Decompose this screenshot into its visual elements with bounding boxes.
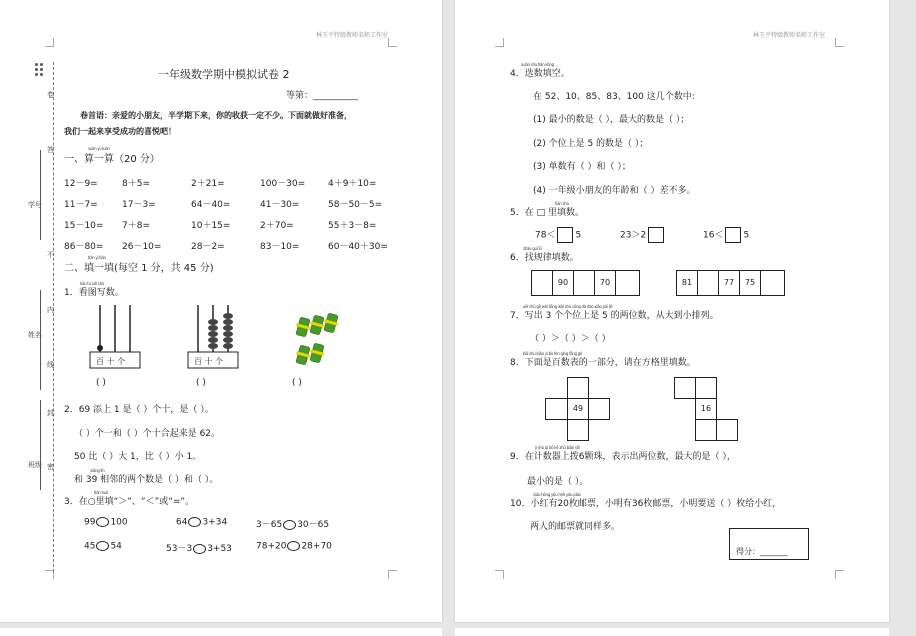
pinyin: bǎi shù biǎo yí bù fen qǐng fāng gé	[523, 351, 583, 356]
preface-line: 我们一起来享受成功的喜悦吧！	[64, 127, 176, 136]
side-label: 答	[47, 146, 54, 154]
question-text: 5．在 □ 里填数。	[510, 208, 584, 218]
grid-cell[interactable]	[567, 419, 589, 441]
crop-mark	[388, 38, 397, 47]
answer-blank[interactable]: （ ）＞（ ）＞（ ）	[530, 334, 611, 344]
pinyin: xuǎn shù tián kòng	[521, 62, 554, 67]
question-text: (4) 一年级小朋友的年龄和（ ）差不多。	[533, 186, 696, 196]
compare-item: 53－3 3+53	[166, 544, 232, 554]
pinyin: zhǎo guī lǜ	[523, 246, 542, 251]
pinyin: tián yi tián	[88, 255, 106, 260]
compare-circle[interactable]	[287, 541, 300, 551]
pinyin: tián shù	[555, 201, 569, 206]
fill-item: 78＜ 5	[535, 227, 581, 243]
compare-item: 99 100	[84, 517, 128, 528]
pinyin: tián huò	[94, 490, 109, 495]
calc-item: 11－7=	[64, 200, 98, 210]
abacus-label: 百 十 个	[194, 357, 224, 366]
question-text: 7．写出 3 个个位上是 5 的两位数，从大到小排列。	[510, 311, 719, 321]
side-label: 密	[47, 463, 54, 471]
abacus-label: 百 十 个	[96, 357, 126, 366]
side-label: 班级	[28, 461, 42, 469]
page-1	[0, 0, 442, 622]
fill-item: 16＜ 5	[703, 227, 749, 243]
calc-item: 64－40=	[191, 200, 231, 210]
calc-item: 83－10=	[260, 242, 300, 252]
section-heading: 一、算一算（20 分）	[64, 154, 160, 165]
question-text: 6．找规律填数。	[510, 253, 579, 263]
page-title: 一年级数学期中模拟试卷 2	[158, 68, 290, 81]
fill-square[interactable]	[557, 227, 573, 243]
seq-cell[interactable]: 70	[594, 270, 616, 296]
answer-blank[interactable]: ( )	[96, 378, 106, 388]
calc-item: 26－10=	[122, 242, 162, 252]
calc-item: 10＋15=	[191, 221, 231, 231]
compare-item: 64 3+34	[176, 517, 228, 528]
seq-cell[interactable]	[697, 270, 719, 296]
calc-item: 60－40＋30=	[328, 242, 388, 252]
question-text: (2) 个位上是 5 的数是（ ）；	[533, 139, 649, 149]
compare-circle[interactable]	[193, 544, 206, 554]
question-text: 9．在计数器上拨6颗珠，表示出两位数，最大的是（ ），	[510, 452, 736, 462]
page-header: 林玉平特级教师名师工作室	[316, 32, 389, 39]
calc-item: 7＋8=	[122, 221, 150, 231]
question-text: 50 比（ ）大 1，比（ ）小 1。	[74, 452, 202, 462]
calc-item: 2＋70=	[260, 221, 294, 231]
pinyin: suàn yi suàn	[88, 146, 110, 151]
answer-blank[interactable]: ( )	[292, 378, 302, 388]
question-text: 4．选数填空。	[510, 69, 570, 79]
next-page-edge	[455, 628, 889, 636]
question-text: 10．小红有20枚邮票，小明有36枚邮票，小明要送（ ）枚给小红，	[510, 499, 782, 509]
calc-item: 28－2=	[191, 242, 225, 252]
side-write-line	[40, 290, 41, 390]
compare-circle[interactable]	[96, 517, 109, 527]
question-text: (3) 单数有（ ）和（ ）；	[533, 162, 631, 172]
question-text: 两人的邮票就同样多。	[530, 522, 621, 532]
grid-cell[interactable]	[545, 398, 568, 420]
compare-item: 45 54	[84, 541, 122, 552]
page-2	[455, 0, 889, 622]
side-write-line	[40, 400, 41, 490]
crop-mark	[388, 570, 397, 579]
fill-square[interactable]	[648, 227, 664, 243]
grid-cell[interactable]	[674, 377, 696, 399]
question-text: 在 52、10、85、83、100 这几个数中:	[533, 92, 695, 102]
seq-cell[interactable]: 77	[718, 270, 740, 296]
fill-item: 23＞2	[620, 227, 666, 243]
seq-cell[interactable]	[573, 270, 595, 296]
grid-cell[interactable]	[588, 398, 610, 420]
answer-blank[interactable]: ( )	[196, 378, 206, 388]
seq-cell[interactable]: 75	[739, 270, 761, 296]
compare-item: 3－65 30－65	[256, 520, 330, 530]
calc-item: 100－30=	[260, 179, 306, 189]
question-text: 和 39 相邻的两个数是（ ）和（ ）。	[74, 475, 219, 485]
grid-cell[interactable]	[695, 377, 717, 399]
side-label: 姓名	[28, 331, 42, 339]
next-page-edge	[0, 628, 442, 636]
crop-mark	[45, 38, 54, 47]
side-label: 内	[47, 306, 54, 314]
crop-mark	[835, 570, 844, 579]
pinyin: xiāng lín	[90, 468, 105, 473]
calc-item: 12－9=	[64, 179, 98, 189]
calc-item: 58－50－5=	[328, 200, 383, 210]
seq-cell[interactable]: 90	[552, 270, 574, 296]
side-label: 卷	[47, 91, 54, 99]
grid-cell[interactable]	[695, 419, 717, 441]
page-header: 林玉平特级教师名师工作室	[753, 32, 826, 39]
fill-square[interactable]	[725, 227, 741, 243]
question-text: （ ）个一和（ ）个十合起来是 62。	[74, 429, 221, 439]
binding-line	[53, 62, 54, 572]
side-write-line	[40, 150, 41, 240]
compare-item: 78+20 28+70	[256, 541, 332, 552]
calc-item: 4＋9＋10=	[328, 179, 377, 189]
compare-circle[interactable]	[188, 517, 201, 527]
calc-item: 8＋5=	[122, 179, 150, 189]
calc-item: 15－10=	[64, 221, 104, 231]
side-label: 学号	[28, 201, 42, 209]
crop-mark	[495, 38, 504, 47]
grade-field: 等第：__________	[286, 91, 359, 101]
side-label: 线	[47, 361, 54, 369]
question-text: 8．下面是百数表的一部分，请在方格里填数。	[510, 358, 696, 368]
seq-cell[interactable]	[531, 270, 553, 296]
score-label: 得分：_______	[736, 547, 788, 556]
grid-cell[interactable]	[716, 419, 738, 441]
grid-cell[interactable]	[567, 377, 589, 399]
drag-handle-icon[interactable]	[35, 63, 45, 77]
crop-mark	[835, 38, 844, 47]
pinyin: kàn tú xiě shù	[80, 281, 105, 286]
pinyin: xiǎo hóng yǒu méi yóu piào	[533, 492, 581, 497]
seq-cell[interactable]	[760, 270, 785, 296]
question-text: 2．69 添上 1 是（ ）个十，是（ ）。	[64, 405, 214, 415]
calc-item: 2＋21=	[191, 179, 225, 189]
grid-cell: 16	[695, 398, 717, 420]
question-text: 最小的是（ ）。	[527, 477, 589, 487]
grid-cell: 49	[567, 398, 589, 420]
calc-item: 55＋3－8=	[328, 221, 377, 231]
calc-item: 17－3=	[122, 200, 156, 210]
pinyin: xiě chū gè wèi liǎng wèi shù cóng dà dào xiǎo pái liè	[523, 304, 613, 309]
compare-circle[interactable]	[283, 520, 296, 530]
crop-mark	[495, 570, 504, 579]
calc-item: 41－30=	[260, 200, 300, 210]
compare-circle[interactable]	[96, 541, 109, 551]
preface-line: 卷首语：亲爱的小朋友，半学期下来，你的收获一定不少。下面就做好准备，	[80, 111, 352, 120]
question-text: (1) 最小的数是（ ），最大的数是（ ）；	[533, 115, 690, 125]
side-label: 不	[47, 251, 54, 259]
seq-cell[interactable]: 81	[676, 270, 698, 296]
pinyin: jì shù qì bō kē zhū biǎo shì	[535, 445, 580, 450]
calc-item: 86－80=	[64, 242, 104, 252]
section-heading: 二、填一填(每空 1 分，共 45 分)	[64, 263, 214, 274]
question-text: 3．在○里填“＞”、“＜”或“=”。	[64, 497, 195, 507]
question-text: 1．看图写数。	[64, 288, 124, 298]
seq-cell[interactable]	[615, 270, 640, 296]
side-label: 封	[47, 409, 54, 417]
stick-bundles-icon	[296, 312, 346, 372]
